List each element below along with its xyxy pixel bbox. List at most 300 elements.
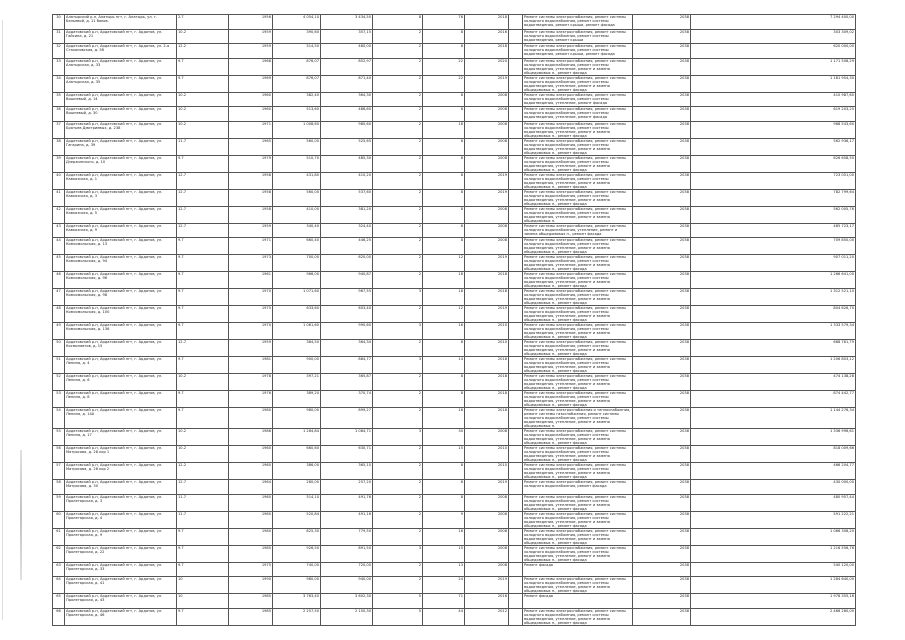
residents-cell: 76 bbox=[423, 15, 465, 30]
spacer-cell bbox=[509, 121, 523, 138]
sum-cell: 430 000,00 bbox=[691, 480, 856, 495]
wall-cell: 9.7 bbox=[177, 408, 229, 429]
section-cell: 3 bbox=[373, 323, 423, 340]
repair-year-cell: 2008 bbox=[465, 562, 509, 577]
section-cell: 2 bbox=[373, 155, 423, 172]
total-area-cell: 740,00 bbox=[273, 562, 321, 577]
works-cell: Ремонт системы электроснабжения, ремонт системы холодного водоснабжения, ремонт системы водоотведения, утепление, ремонт и замена общедомовых п., ремонт фасада bbox=[523, 340, 633, 357]
plan-year-cell: 2038 bbox=[633, 480, 691, 495]
total-area-cell: 513,60 bbox=[273, 107, 321, 122]
section-cell: 3 bbox=[373, 357, 423, 374]
row-number: 63 bbox=[53, 562, 65, 577]
repair-year-cell: 2008 bbox=[465, 528, 509, 545]
table-row bbox=[53, 374, 856, 391]
works-cell: Ремонт системы электроснабжения, ремонт системы холодного водоснабжения, ремонт системы водоотведения, утепление, ремонт и замена общедомовых п., ремонт фасада bbox=[523, 58, 633, 75]
residents-cell: 30 bbox=[423, 429, 465, 446]
address-cell: Ардатовский р-н, Ардатовский пгт, г. Ардатов, ул. Матросова, д. 28 кор 1 bbox=[65, 446, 177, 463]
spacer-cell bbox=[509, 272, 523, 289]
sum-cell: 1 336 996,61 bbox=[691, 429, 856, 446]
row-number: 45 bbox=[53, 255, 65, 272]
spacer-cell bbox=[509, 29, 523, 44]
address-cell: Ардатовский р-н, Ардатовский пгт, г. Ардатов, ул. 2-я Стахановская, д. 58 bbox=[65, 44, 177, 59]
repair-year-cell: 2019 bbox=[465, 480, 509, 495]
year-cell: 1985 bbox=[229, 594, 273, 609]
row-number: 50 bbox=[53, 340, 65, 357]
residents-cell: 22 bbox=[423, 75, 465, 92]
plan-year-cell: 2038 bbox=[633, 608, 691, 625]
total-area-cell: 3 763,40 bbox=[273, 594, 321, 609]
table-row bbox=[53, 391, 856, 408]
spacer-cell bbox=[509, 511, 523, 528]
section-cell: 2 bbox=[373, 206, 423, 223]
residents-cell: 14 bbox=[423, 357, 465, 374]
residents-cell: 8 bbox=[423, 107, 465, 122]
year-cell: 1973 bbox=[229, 255, 273, 272]
plan-year-cell: 2038 bbox=[633, 577, 691, 594]
living-area-cell: 410,20 bbox=[321, 172, 373, 189]
sum-cell: 1 333 579,34 bbox=[691, 323, 856, 340]
living-area-cell: 364,34 bbox=[321, 340, 373, 357]
address-cell: Ардатовский р-н, Ардатовский пгт, г. Ардатов, ул. Комсомольская, д. 98 bbox=[65, 289, 177, 306]
row-number: 62 bbox=[53, 545, 65, 562]
repair-year-cell: 2008 bbox=[465, 155, 509, 172]
residents-cell: 8 bbox=[423, 206, 465, 223]
spacer-cell bbox=[509, 608, 523, 625]
living-area-cell: 899,27 bbox=[321, 408, 373, 429]
spacer-cell bbox=[509, 255, 523, 272]
living-area-cell: 2 150,30 bbox=[321, 608, 373, 625]
residents-cell: 8 bbox=[423, 29, 465, 44]
address-cell: Ардатовский р-н, Ардатовский пгт, г. Ардатов, ул. Дзержинского, д. 10 bbox=[65, 155, 177, 172]
repair-year-cell: 2008 bbox=[465, 429, 509, 446]
year-cell: 1958 bbox=[229, 189, 273, 206]
section-cell: 2 bbox=[373, 75, 423, 92]
year-cell: 1980 bbox=[229, 528, 273, 545]
address-cell: Ардатовский р-н, Ардатовский пгт, г. Ардатов, ул. Кавказская, д. 5 bbox=[65, 206, 177, 223]
table-body bbox=[53, 15, 856, 626]
address-cell: Алатырский р-н, Алатырь пгт, г. Алатырь, ул. г. Бельевой, д. 11 боков. bbox=[65, 15, 177, 30]
plan-year-cell: 2038 bbox=[633, 121, 691, 138]
wall-cell: 11.7 bbox=[177, 138, 229, 155]
total-area-cell: 431,80 bbox=[273, 172, 321, 189]
table-row bbox=[53, 107, 856, 122]
spacer-cell bbox=[509, 223, 523, 238]
sum-cell: 619 203,25 bbox=[691, 107, 856, 122]
register-table bbox=[52, 14, 856, 626]
total-area-cell: 560,00 bbox=[273, 189, 321, 206]
wall-cell: 12.7 bbox=[177, 340, 229, 357]
plan-year-cell: 2038 bbox=[633, 255, 691, 272]
repair-year-cell: 2018 bbox=[465, 357, 509, 374]
row-number: 42 bbox=[53, 206, 65, 223]
plan-year-cell: 2038 bbox=[633, 511, 691, 528]
section-cell: 2 bbox=[373, 121, 423, 138]
address-cell: Ардатовский р-н, Ардатовский пгт, г. Ардатов, ул. Пролетарская, д. 22 bbox=[65, 545, 177, 562]
residents-cell: 8 bbox=[423, 44, 465, 59]
table-row bbox=[53, 92, 856, 107]
sum-cell: 1 216 556,76 bbox=[691, 545, 856, 562]
living-area-cell: 871,40 bbox=[321, 75, 373, 92]
address-cell: Ардатовский р-н, Ардатовский пгт, г. Ардатов, ул. Пролетарская, д. 3 bbox=[65, 494, 177, 511]
residents-cell: 24 bbox=[423, 577, 465, 594]
wall-cell: 9.7 bbox=[177, 562, 229, 577]
total-area-cell: 397,21 bbox=[273, 374, 321, 391]
section-cell: 2 bbox=[373, 446, 423, 463]
year-cell: 1981 bbox=[229, 357, 273, 374]
works-cell: Ремонт фасада bbox=[523, 594, 633, 609]
table-row bbox=[53, 223, 856, 238]
repair-year-cell: 2008 bbox=[465, 121, 509, 138]
spacer-cell bbox=[509, 75, 523, 92]
table-row bbox=[53, 172, 856, 189]
residents-cell: 12 bbox=[423, 306, 465, 323]
living-area-cell: 967,55 bbox=[321, 289, 373, 306]
residents-cell: 18 bbox=[423, 289, 465, 306]
residents-cell: 8 bbox=[423, 138, 465, 155]
address-cell: Ардатовский р-н, Ардатовский пгт, г. Ардатов, ул. Пролетарская, д. 41 bbox=[65, 577, 177, 594]
residents-cell: 16 bbox=[423, 528, 465, 545]
address-cell: Ардатовский р-н, Ардатовский пгт, г. Ардатов, ул. Ленина, д. 4 bbox=[65, 357, 177, 374]
sum-cell: 1 206 803,12 bbox=[691, 357, 856, 374]
plan-year-cell: 2038 bbox=[633, 58, 691, 75]
row-number: 59 bbox=[53, 494, 65, 511]
total-area-cell: 1 071,60 bbox=[273, 289, 321, 306]
living-area-cell: 364,30 bbox=[321, 92, 373, 107]
total-area-cell: 900,00 bbox=[273, 357, 321, 374]
row-number: 57 bbox=[53, 463, 65, 480]
plan-year-cell: 2038 bbox=[633, 44, 691, 59]
section-cell: 5 bbox=[373, 608, 423, 625]
living-area-cell: 940,00 bbox=[321, 577, 373, 594]
row-number: 58 bbox=[53, 480, 65, 495]
works-cell: Ремонт системы электроснабжения, ремонт системы холодного водоснабжения, ремонт системы водоотведения, утепление, ремонт и замена общедомовых п. bbox=[523, 206, 633, 223]
total-area-cell: 2 257,50 bbox=[273, 608, 321, 625]
living-area-cell: 357,15 bbox=[321, 29, 373, 44]
section-cell: 2 bbox=[373, 511, 423, 528]
address-cell: Ардатовский р-н, Ардатовский пгт, г. Ардатов, ул. Вишневый, д. 30 bbox=[65, 107, 177, 122]
plan-year-cell: 2038 bbox=[633, 138, 691, 155]
living-area-cell: 3 434,50 bbox=[321, 15, 373, 30]
section-cell: 5 bbox=[373, 594, 423, 609]
address-cell: Ардатовский р-н, Ардатовский пгт, г. Ардатов, ул. Комсомольская, д. 136 bbox=[65, 323, 177, 340]
table-row bbox=[53, 608, 856, 625]
sum-cell: 485 723,17 bbox=[691, 223, 856, 238]
repair-year-cell: 2016 bbox=[465, 29, 509, 44]
sum-cell: 410 987,60 bbox=[691, 92, 856, 107]
row-number: 55 bbox=[53, 429, 65, 446]
address-cell: Ардатовский р-н, Ардатовский пгт, г. Ардатов, ул. Комсомольская, д. 96 bbox=[65, 272, 177, 289]
table-row bbox=[53, 323, 856, 340]
table-row bbox=[53, 15, 856, 30]
living-area-cell: 491,76 bbox=[321, 494, 373, 511]
row-number: 31 bbox=[53, 29, 65, 44]
table-row bbox=[53, 340, 856, 357]
address-cell: Ардатовский р-н, Ардатовский пгт, г. Ардатов, ул. Пролетарская, д. 33 bbox=[65, 562, 177, 577]
section-cell: 2 bbox=[373, 408, 423, 429]
sum-cell: 782 799,64 bbox=[691, 189, 856, 206]
table-row bbox=[53, 511, 856, 528]
total-area-cell: 280,00 bbox=[273, 480, 321, 495]
wall-cell: 9.7 bbox=[177, 306, 229, 323]
repair-year-cell: 2008 bbox=[465, 107, 509, 122]
wall-cell: 9.7 bbox=[177, 272, 229, 289]
repair-year-cell: 2018 bbox=[465, 44, 509, 59]
sum-cell: 466 204,77 bbox=[691, 463, 856, 480]
document-sheet bbox=[52, 14, 855, 626]
living-area-cell: 480,00 bbox=[321, 44, 373, 59]
section-cell: 2 bbox=[373, 340, 423, 357]
total-area-cell: 633,60 bbox=[273, 306, 321, 323]
spacer-cell bbox=[509, 480, 523, 495]
works-cell: Ремонт системы электроснабжения, ремонт системы холодного водоснабжения, ремонт системы водоотведения, ремонт крыши, ремонт фасада bbox=[523, 15, 633, 30]
sum-cell: 303 309,02 bbox=[691, 29, 856, 44]
table-row bbox=[53, 545, 856, 562]
plan-year-cell: 2038 bbox=[633, 429, 691, 446]
row-number: 47 bbox=[53, 289, 65, 306]
plan-year-cell: 2038 bbox=[633, 238, 691, 255]
row-number: 61 bbox=[53, 528, 65, 545]
repair-year-cell: 2019 bbox=[465, 75, 509, 92]
table-row bbox=[53, 58, 856, 75]
repair-year-cell: 2019 bbox=[465, 172, 509, 189]
sum-cell: 968 543,60 bbox=[691, 121, 856, 138]
wall-cell: 9.7 bbox=[177, 155, 229, 172]
table-row bbox=[53, 306, 856, 323]
residents-cell: 9 bbox=[423, 511, 465, 528]
row-number: 40 bbox=[53, 172, 65, 189]
address-cell: Ардатовский р-н, Ардатовский пгт, г. Ардатов, ул. Кавказская, д. 3 bbox=[65, 189, 177, 206]
living-area-cell: 381,20 bbox=[321, 206, 373, 223]
row-number: 64 bbox=[53, 577, 65, 594]
sum-cell: 1 266 641,00 bbox=[691, 272, 856, 289]
spacer-cell bbox=[509, 138, 523, 155]
year-cell: 1986 bbox=[229, 429, 273, 446]
section-cell: 2 bbox=[373, 92, 423, 107]
spacer-cell bbox=[509, 494, 523, 511]
living-area-cell: 365,87 bbox=[321, 374, 373, 391]
spacer-cell bbox=[509, 44, 523, 59]
year-cell: 1960 bbox=[229, 92, 273, 107]
spacer-cell bbox=[509, 408, 523, 429]
year-cell: 1980 bbox=[229, 408, 273, 429]
row-number: 48 bbox=[53, 306, 65, 323]
total-area-cell: 876,07 bbox=[273, 58, 321, 75]
row-number: 65 bbox=[53, 594, 65, 609]
row-number: 44 bbox=[53, 238, 65, 255]
wall-cell: 9.7 bbox=[177, 238, 229, 255]
residents-cell: 18 bbox=[423, 121, 465, 138]
works-cell: Ремонт системы электроснабжения, ремонт системы холодного водоснабжения, ремонт системы водоотведения, утепление, ремонт фасада bbox=[523, 107, 633, 122]
works-cell: Ремонт системы электроснабжения, ремонт системы холодного водоснабжения, ремонт системы водоотведения, утепление, ремонт и замена общедомовых п., ремонт фасада bbox=[523, 528, 633, 545]
year-cell: 1979 bbox=[229, 155, 273, 172]
sum-cell: 562 005,76 bbox=[691, 206, 856, 223]
section-cell: 2 bbox=[373, 272, 423, 289]
sum-cell: 2 466 280,00 bbox=[691, 608, 856, 625]
repair-year-cell: 2012 bbox=[465, 608, 509, 625]
sum-cell: 709 850,00 bbox=[691, 238, 856, 255]
living-area-cell: 852,97 bbox=[321, 58, 373, 75]
total-area-cell: 514,10 bbox=[273, 494, 321, 511]
works-cell: Ремонт системы электроснабжения, ремонт системы холодного водоснабжения, ремонт системы водоотведения, утепление, ремонт и замена общедомовых п., ремонт фасада bbox=[523, 545, 633, 562]
spacer-cell bbox=[509, 545, 523, 562]
living-area-cell: 603,40 bbox=[321, 306, 373, 323]
living-area-cell: 446,25 bbox=[321, 238, 373, 255]
row-number: 33 bbox=[53, 58, 65, 75]
sum-cell: 1 284 640,00 bbox=[691, 577, 856, 594]
works-cell: Ремонт системы электроснабжения, ремонт системы холодного водоснабжения, ремонт системы водоотведения, утепление, ремонт и замена общедомовых п., ремонт фасада bbox=[523, 446, 633, 463]
address-cell: Ардатовский р-н, Ардатовский пгт, г. Ардатов, ул. Матросова, д. 28 кор 2 bbox=[65, 463, 177, 480]
repair-year-cell: 2018 bbox=[465, 408, 509, 429]
repair-year-cell: 2008 bbox=[465, 92, 509, 107]
section-cell: 2 bbox=[373, 223, 423, 238]
plan-year-cell: 2038 bbox=[633, 340, 691, 357]
spacer-cell bbox=[509, 562, 523, 577]
spacer-cell bbox=[509, 206, 523, 223]
sum-cell: 591 222,21 bbox=[691, 511, 856, 528]
plan-year-cell: 2038 bbox=[633, 408, 691, 429]
address-cell: Ардатовский р-н, Ардатовский пгт, г. Ардатов, ул. Вишневый, д. 14 bbox=[65, 92, 177, 107]
residents-cell: 8 bbox=[423, 463, 465, 480]
total-area-cell: 340,40 bbox=[273, 223, 321, 238]
address-cell: Ардатовский р-н, Ардатовский пгт, г. Ардатов, ул. Пролетарская, д. 4 bbox=[65, 511, 177, 528]
table-row bbox=[53, 528, 856, 545]
spacer-cell bbox=[509, 340, 523, 357]
works-cell: Ремонт системы электроснабжения, ремонт системы холодного водоснабжения, ремонт системы водоотведения, утепление, ремонт и замена общедомовых п., ремонт фасада bbox=[523, 189, 633, 206]
wall-cell: 9.7 bbox=[177, 608, 229, 625]
wall-cell: 9.7 bbox=[177, 391, 229, 408]
works-cell: Ремонт системы электроснабжения, ремонт системы холодного водоснабжения, ремонт системы водоотведения, утепление, ремонт и замена общедомовых п., ремонт фасада bbox=[523, 121, 633, 138]
sum-cell: 668 761,79 bbox=[691, 340, 856, 357]
repair-year-cell: 2008 bbox=[465, 223, 509, 238]
living-area-cell: 3 602,30 bbox=[321, 594, 373, 609]
section-cell: 2 bbox=[373, 107, 423, 122]
year-cell: 1975 bbox=[229, 306, 273, 323]
works-cell: Ремонт системы электроснабжения, ремонт системы холодного водоснабжения, ремонт системы водоотведения, утепление, ремонт и замена общедомовых п., ремонт фасада bbox=[523, 172, 633, 189]
plan-year-cell: 2038 bbox=[633, 528, 691, 545]
works-cell: Ремонт системы электроснабжения, ремонт системы холодного водоснабжения, ремонт системы водоотведения, утепление, ремонт и замена общедомовых п., ремонт фасада bbox=[523, 323, 633, 340]
year-cell: 1960 bbox=[229, 511, 273, 528]
total-area-cell: 660,40 bbox=[273, 238, 321, 255]
plan-year-cell: 2038 bbox=[633, 29, 691, 44]
row-number: 54 bbox=[53, 408, 65, 429]
living-area-cell: 1 084,71 bbox=[321, 429, 373, 446]
plan-year-cell: 2038 bbox=[633, 206, 691, 223]
plan-year-cell: 2038 bbox=[633, 223, 691, 238]
works-cell: Ремонт системы электроснабжения, ремонт системы холодного водоснабжения, ремонт системы водоотведения, утепление, ремонт и замена общедомовых п., ремонт фасада bbox=[523, 577, 633, 594]
table-row bbox=[53, 189, 856, 206]
repair-year-cell: 2018 bbox=[465, 374, 509, 391]
table-row bbox=[53, 29, 856, 44]
total-area-cell: 390,60 bbox=[273, 29, 321, 44]
table-row bbox=[53, 272, 856, 289]
total-area-cell: 514,50 bbox=[273, 44, 321, 59]
year-cell: 1970 bbox=[229, 289, 273, 306]
residents-cell: 15 bbox=[423, 446, 465, 463]
wall-cell: 9.7 bbox=[177, 545, 229, 562]
residents-cell: 8 bbox=[423, 391, 465, 408]
sum-cell: 818 009,66 bbox=[691, 446, 856, 463]
year-cell: 1970 bbox=[229, 323, 273, 340]
wall-cell: 9.7 bbox=[177, 58, 229, 75]
works-cell: Ремонт системы электроснабжения и теплоснабжения, ремонт системы газоснабжения, ремонт системы холодного водоснабжения, ремонт системы водоотведения, утепление, ремонт и замена общедомовых п. bbox=[523, 408, 633, 429]
section-cell: 2 bbox=[373, 391, 423, 408]
repair-year-cell: 2008 bbox=[465, 545, 509, 562]
wall-cell: 10.2 bbox=[177, 29, 229, 44]
section-cell: 2 bbox=[373, 494, 423, 511]
living-area-cell: 980,60 bbox=[321, 121, 373, 138]
year-cell: 1978 bbox=[229, 374, 273, 391]
total-area-cell: 510,70 bbox=[273, 155, 321, 172]
wall-cell: 12.7 bbox=[177, 480, 229, 495]
row-number: 32 bbox=[53, 44, 65, 59]
wall-cell: 9.7 bbox=[177, 528, 229, 545]
works-cell: Ремонт системы электроснабжения, ремонт системы холодного водоснабжения, ремонт системы водоотведения, утепление, ремонт и замена общедомовых п., ремонт фасада bbox=[523, 306, 633, 323]
repair-year-cell: 2016 bbox=[465, 594, 509, 609]
wall-cell: 12.7 bbox=[177, 206, 229, 223]
table-row bbox=[53, 594, 856, 609]
total-area-cell: 520,84 bbox=[273, 511, 321, 528]
works-cell: Ремонт системы электроснабжения, ремонт системы холодного водоснабжения, утепление, ремонт и замена общедомовых п., ремонт фасада bbox=[523, 223, 633, 238]
total-area-cell: 384,50 bbox=[273, 340, 321, 357]
repair-year-cell: 2018 bbox=[465, 289, 509, 306]
residents-cell: 8 bbox=[423, 480, 465, 495]
plan-year-cell: 2038 bbox=[633, 289, 691, 306]
section-cell: 2 bbox=[373, 480, 423, 495]
section-cell: 2 bbox=[373, 138, 423, 155]
year-cell: 1985 bbox=[229, 608, 273, 625]
residents-cell: 8 bbox=[423, 223, 465, 238]
residents-cell: 16 bbox=[423, 323, 465, 340]
address-cell: Ардатовский р-н, Ардатовский пгт, г. Ардатов, ул. Ленина, д. 17 bbox=[65, 429, 177, 446]
residents-cell: 8 bbox=[423, 494, 465, 511]
plan-year-cell: 2038 bbox=[633, 323, 691, 340]
residents-cell: 8 bbox=[423, 374, 465, 391]
wall-cell: 10.2 bbox=[177, 374, 229, 391]
address-cell: Ардатовский р-н, Ардатовский пгт, г. Ардатов, ул. Пролетарская, д. 9 bbox=[65, 528, 177, 545]
residents-cell: 8 bbox=[423, 189, 465, 206]
year-cell: 1960 bbox=[229, 463, 273, 480]
repair-year-cell: 2010 bbox=[465, 463, 509, 480]
section-cell: 2 bbox=[373, 374, 423, 391]
plan-year-cell: 2038 bbox=[633, 357, 691, 374]
spacer-cell bbox=[509, 323, 523, 340]
year-cell: 1960 bbox=[229, 446, 273, 463]
works-cell: Ремонт системы электроснабжения, ремонт системы холодного водоснабжения, ремонт системы водоотведения, утепление, ремонт фасада bbox=[523, 92, 633, 107]
residents-cell: 8 bbox=[423, 92, 465, 107]
total-area-cell: 876,07 bbox=[273, 75, 321, 92]
works-cell: Ремонт системы электроснабжения, ремонт системы холодного водоснабжения, ремонт системы водоотведения, утепление, ремонт и замена общедомовых п., ремонт фасада bbox=[523, 429, 633, 446]
section-cell: 2 bbox=[373, 172, 423, 189]
wall-cell: 10 bbox=[177, 577, 229, 594]
repair-year-cell: 2020 bbox=[465, 58, 509, 75]
total-area-cell: 1 284,84 bbox=[273, 429, 321, 446]
year-cell: 1959 bbox=[229, 340, 273, 357]
total-area-cell: 410,00 bbox=[273, 206, 321, 223]
wall-cell: 10.2 bbox=[177, 429, 229, 446]
plan-year-cell: 2038 bbox=[633, 545, 691, 562]
residents-cell: 8 bbox=[423, 340, 465, 357]
sum-cell: 626 658,50 bbox=[691, 155, 856, 172]
table-row bbox=[53, 206, 856, 223]
wall-cell: 9.7 bbox=[177, 323, 229, 340]
total-area-cell: 1 008,60 bbox=[273, 121, 321, 138]
year-cell: 1985 bbox=[229, 545, 273, 562]
row-number: 51 bbox=[53, 357, 65, 374]
living-area-cell: 370,74 bbox=[321, 391, 373, 408]
works-cell: Ремонт системы электроснабжения, ремонт системы холодного водоснабжения, ремонт системы водоотведения, утепление, ремонт и замена общедомовых п., ремонт фасада bbox=[523, 357, 633, 374]
address-cell: Ардатовский р-н, Ардатовский пгт, г. Ардатов, ул. Гагарина, д. 39 bbox=[65, 138, 177, 155]
total-area-cell: 960,00 bbox=[273, 577, 321, 594]
